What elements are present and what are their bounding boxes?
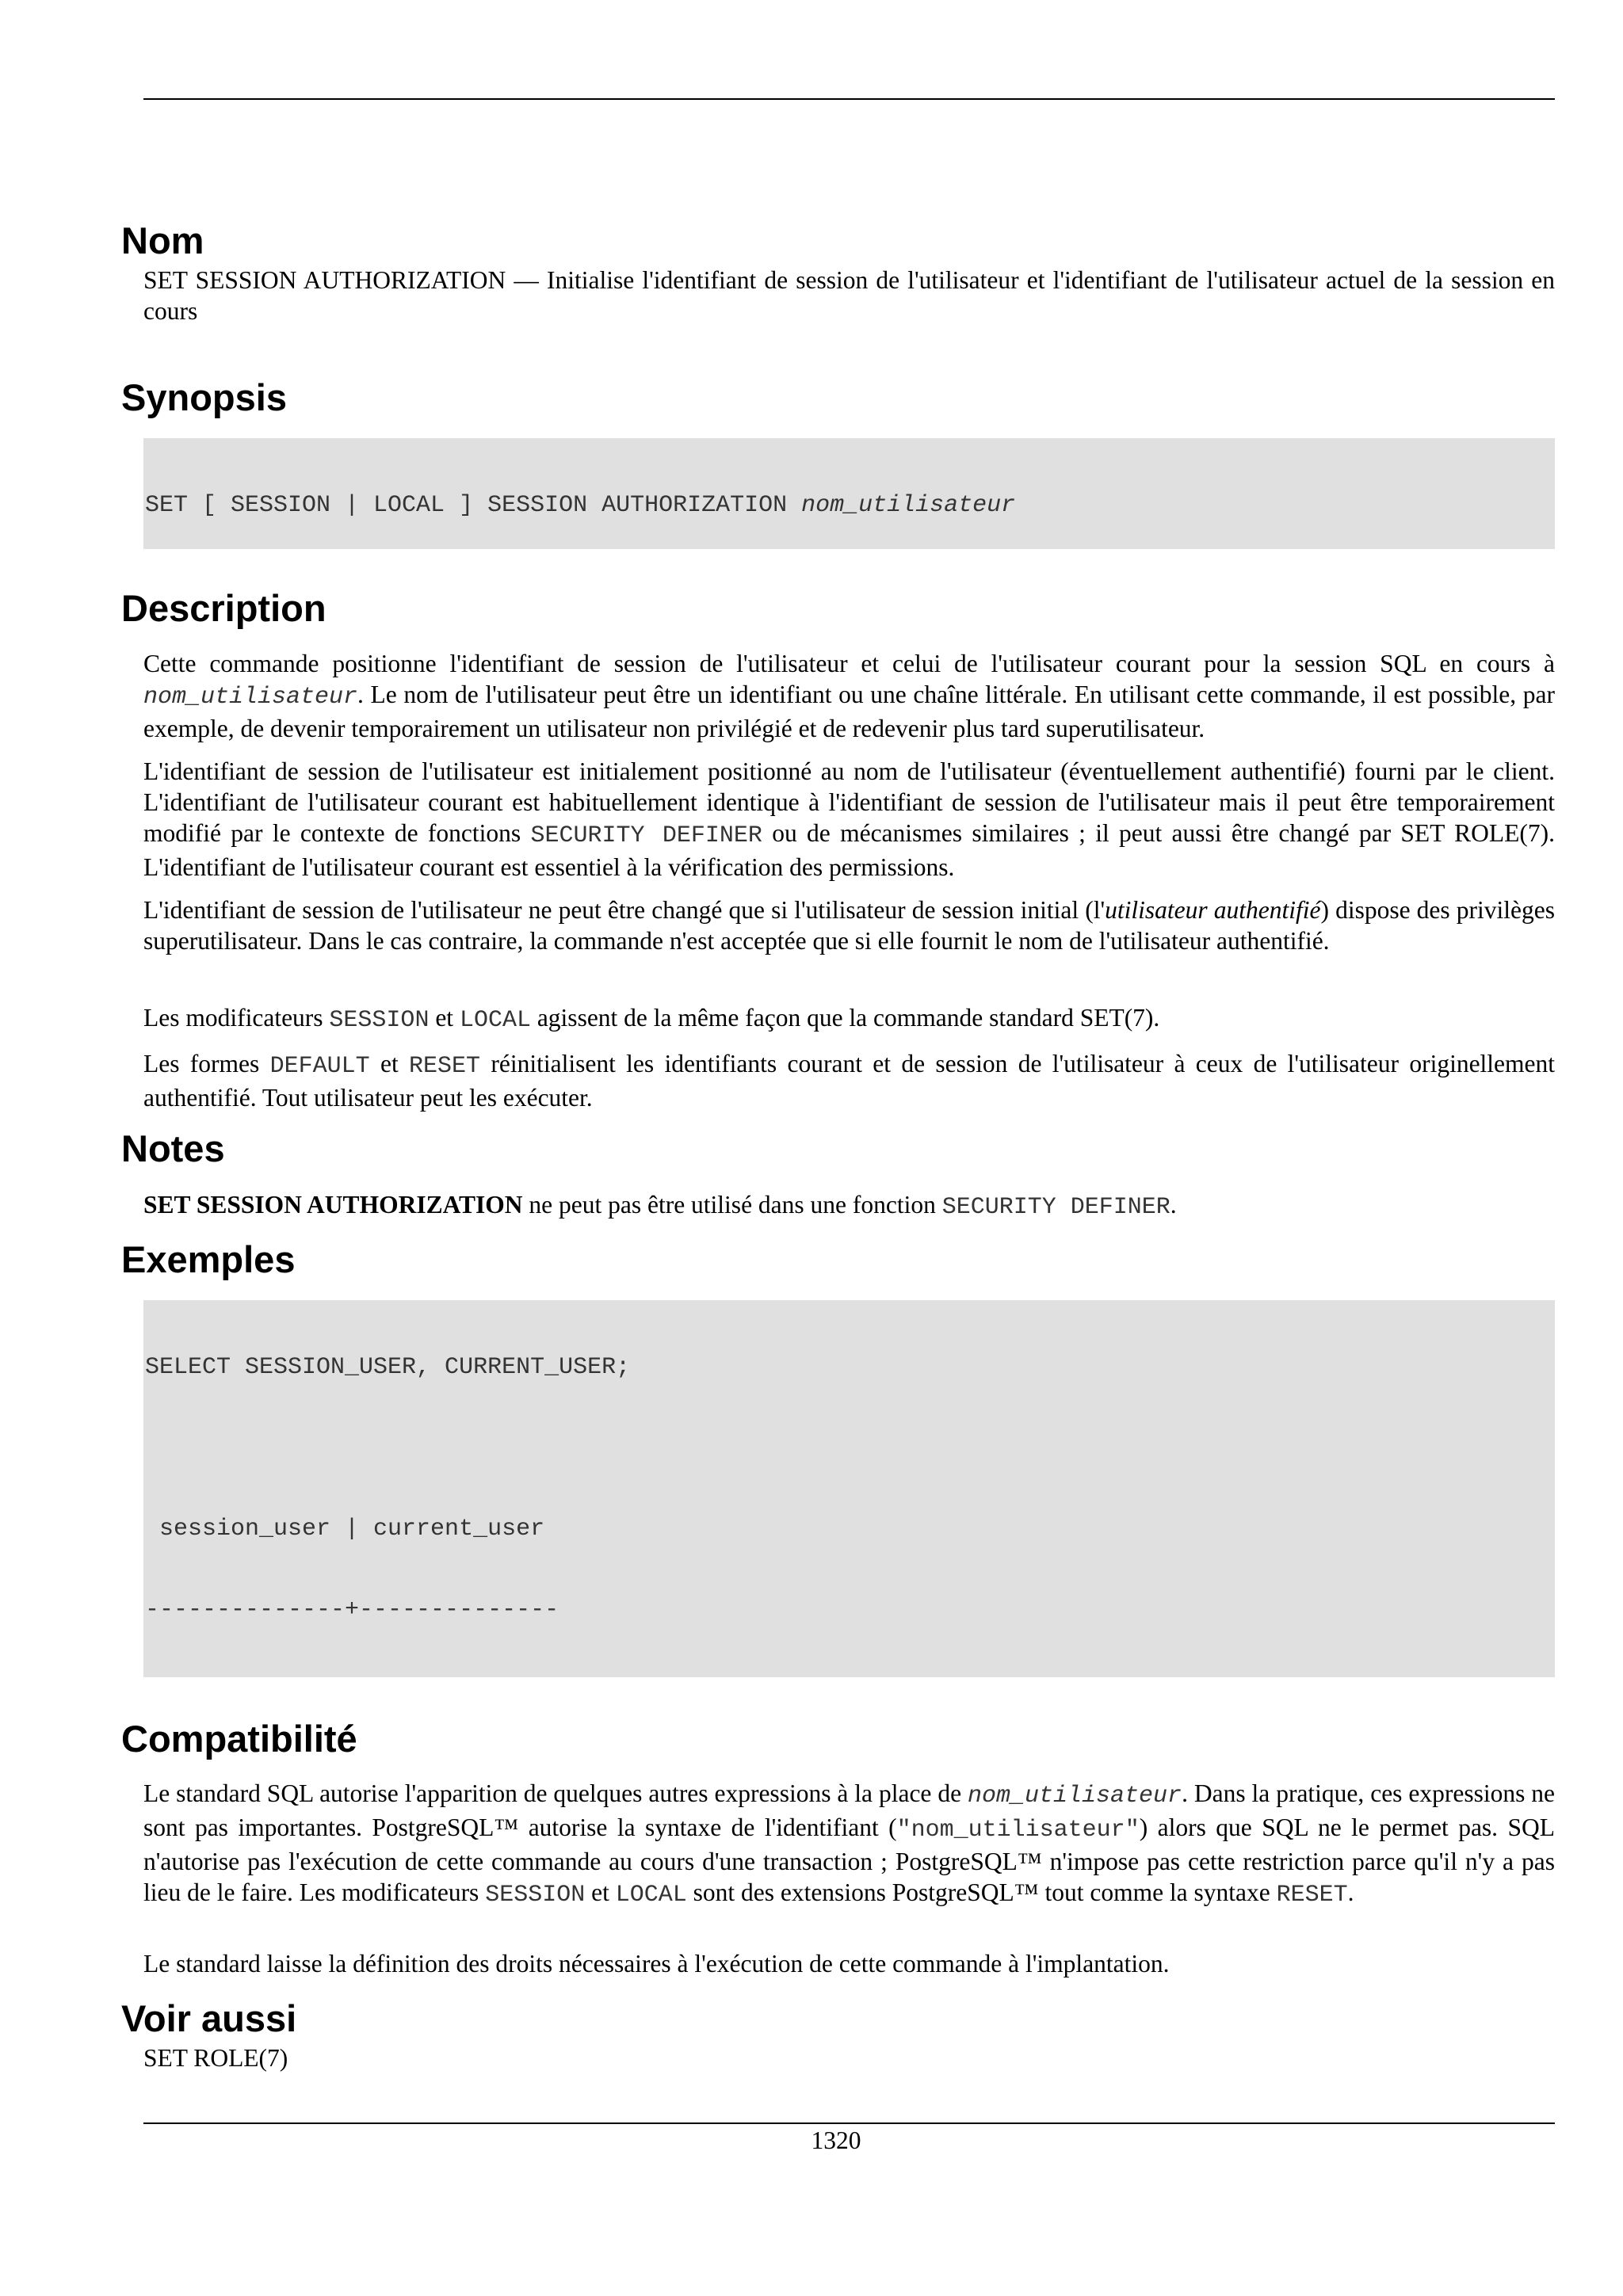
compatibilite-paragraph-2: Le standard laisse la définition des droits nécessaires à l'exécution de cette commande à l'implantation. bbox=[143, 1950, 1170, 1978]
heading-description: Description bbox=[121, 587, 327, 629]
compatibilite-paragraph-1: Le standard SQL autorise l'apparition de quelques autres expressions à la place de nom_utilisateur. Dans la pratique, ces expressions ne sont pas importantes. PostgreSQL™ autorise la syntaxe de l'identifiant ("nom_utilisateur") alors que SQL ne le permet pas. SQL n'autorise pas l'exécution de cette commande au cours d'une transaction ; PostgreSQL™ n'impose pas cette restriction parce qu'il n'y a pas lieu de le faire. Les modificateurs SESSION et LOCAL sont des extensions PostgreSQL™ tout comme la syntaxe RESET. bbox=[143, 1779, 1556, 1909]
exemple-line: session_user | current_user bbox=[145, 1516, 545, 1543]
description-paragraph-3: L'identifiant de session de l'utilisateur ne peut être changé que si l'utilisateur de session initial (l'utilisateur authentifié) dispose des privilèges superutilisateur. Dans le cas contraire, la commande n'est acceptée que si elle fournit le nom de l'utilisateur authentifié. bbox=[143, 896, 1555, 955]
heading-notes: Notes bbox=[121, 1127, 225, 1169]
notes-text: SET SESSION AUTHORIZATION ne peut pas être utilisé dans une fonction SECURITY DEFINER. bbox=[143, 1191, 1177, 1221]
exemple-line: SELECT SESSION_USER, CURRENT_USER; bbox=[145, 1354, 631, 1381]
synopsis-line-1: SET [ SESSION | LOCAL ] SESSION AUTHORIZATION nom_utilisateur bbox=[145, 492, 1016, 519]
description-paragraph-4: Les modificateurs SESSION et LOCAL agissent de la même façon que la commande standard SET(7). bbox=[143, 1004, 1160, 1034]
description-paragraph-5: Les formes DEFAULT et RESET réinitialisent les identifiants courant et de session de l'utilisateur à ceux de l'utilisateur originellement authentifié. Tout utilisateur peut les exécuter. bbox=[143, 1050, 1556, 1112]
footer-rule bbox=[143, 2122, 1555, 2124]
exemple-line: --------------+-------------- bbox=[145, 1596, 559, 1623]
exemples-code-block bbox=[143, 1300, 1555, 1677]
heading-voir-aussi: Voir aussi bbox=[121, 1997, 297, 2039]
page-number: 1320 bbox=[811, 2126, 861, 2154]
voir-aussi-link[interactable]: SET ROLE(7) bbox=[143, 2044, 288, 2072]
heading-compatibilite: Compatibilité bbox=[121, 1718, 357, 1760]
header-rule bbox=[143, 98, 1555, 100]
heading-nom: Nom bbox=[121, 219, 204, 261]
description-paragraph-1: Cette commande positionne l'identifiant de session de l'utilisateur et celui de l'utilisateur courant pour la session SQL en cours à nom_utilisateur. Le nom de l'utilisateur peut être un identifiant ou une chaîne littérale. En utilisant cette commande, il est possible, par exemple, de devenir temporairement un utilisateur non privilégié et de redevenir plus tard superutilisateur. bbox=[143, 650, 1555, 742]
description-paragraph-2: L'identifiant de session de l'utilisateur est initialement positionné au nom de l'utilisateur (éventuellement authentifié) fourni par le client. L'identifiant de l'utilisateur courant est habituellement identique à l'identifiant de session de l'utilisateur mais il peut être temporairement modifié par le contexte de fonctions SECURITY DEFINER ou de mécanismes similaires ; il peut aussi être changé par SET ROLE(7). L'identifiant de l'utilisateur courant est essentiel à la vérification des permissions. bbox=[143, 757, 1556, 881]
nom-text: SET SESSION AUTHORIZATION — Initialise l'identifiant de session de l'utilisateur et l'identifiant de l'utilisateur actuel de la session en cours bbox=[143, 266, 1555, 325]
heading-synopsis: Synopsis bbox=[121, 376, 287, 418]
heading-exemples: Exemples bbox=[121, 1238, 296, 1280]
synopsis-code-block bbox=[143, 438, 1555, 549]
